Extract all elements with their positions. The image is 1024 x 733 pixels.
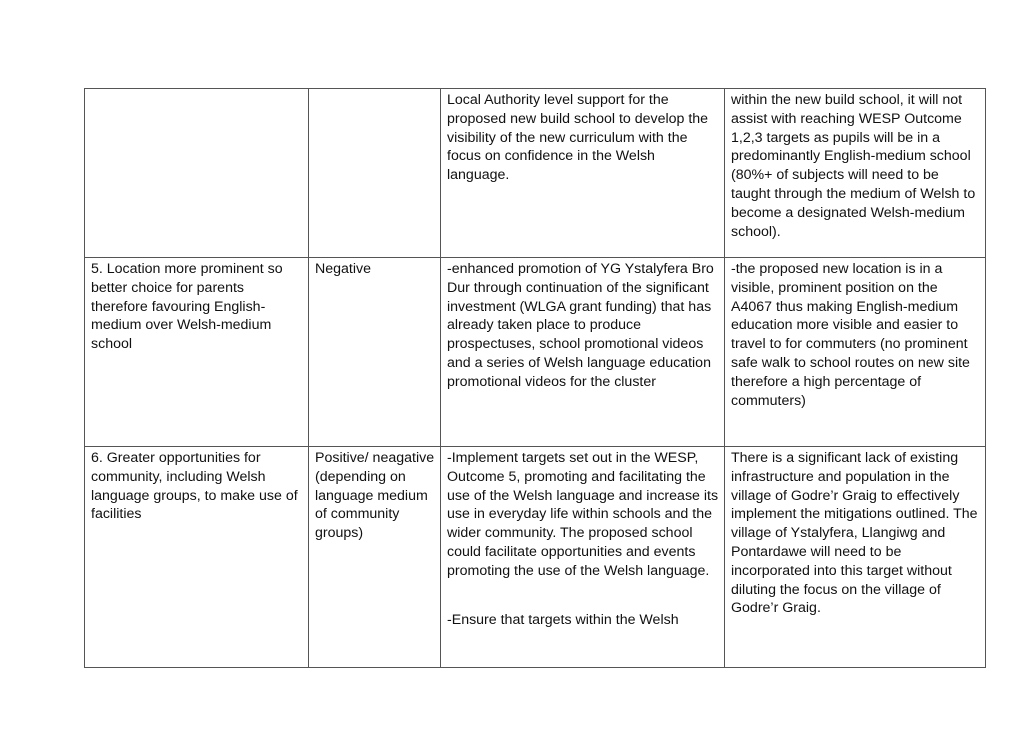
comment-cell: -the proposed new location is in a visible, prominent position on the A4067 thus making English-medium education more visible and easier to travel to for commuters (no prominent safe walk to school routes on new site therefore a high percentage of commuters) xyxy=(725,258,986,447)
table-row xyxy=(85,258,986,447)
table-row xyxy=(85,447,986,668)
mitigation-cell xyxy=(441,258,725,447)
mitigation-cell xyxy=(441,89,725,258)
mitigation-paragraph: -enhanced promotion of YG Ystalyfera Bro Dur through continuation of the significant investment (WLGA grant funding) that has already taken place to produce prospectuses, school promotional videos and a series of Welsh language education promotional videos for the cluster xyxy=(447,261,714,390)
mitigation-paragraph: Local Authority level support for the proposed new build school to develop the visibility of the new curriculum with the focus on confidence in the Welsh language. xyxy=(447,92,709,184)
impact-cell: 6. Greater opportunities for community, including Welsh language groups, to make use of facilities xyxy=(85,447,309,668)
effect-cell: Positive/ neagative (depending on language medium of community groups) xyxy=(309,447,441,668)
mitigation-paragraph: -Ensure that targets within the Welsh xyxy=(447,611,679,628)
mitigation-cell xyxy=(441,447,725,668)
effect-cell xyxy=(309,89,441,258)
impact-cell xyxy=(85,89,309,258)
impact-assessment-table xyxy=(84,88,986,668)
impact-cell: 5. Location more prominent so better choice for parents therefore favouring English-medium over Welsh-medium school xyxy=(85,258,309,447)
comment-cell: within the new build school, it will not assist with reaching WESP Outcome 1,2,3 targets as pupils will be in a predominantly English-medium school (80%+ of subjects will need to be taught through the medium of Welsh to become a designated Welsh-medium school). xyxy=(725,89,986,258)
mitigation-paragraph: -Implement targets set out in the WESP, Outcome 5, promoting and facilitating the use of the Welsh language and increase its use in everyday life within schools and the wider community. The proposed school could facilitate opportunities and events promoting the use of the Welsh language. xyxy=(447,450,719,579)
table-row xyxy=(85,89,986,258)
effect-cell: Negative xyxy=(309,258,441,447)
comment-cell: There is a significant lack of existing infrastructure and population in the village of Godre’r Graig to effectively implement the mitigations outlined. The village of Ystalyfera, Llangiwg and Pontardawe will need to be incorporated into this target without diluting the focus on the village of Godre’r Graig. xyxy=(725,447,986,668)
